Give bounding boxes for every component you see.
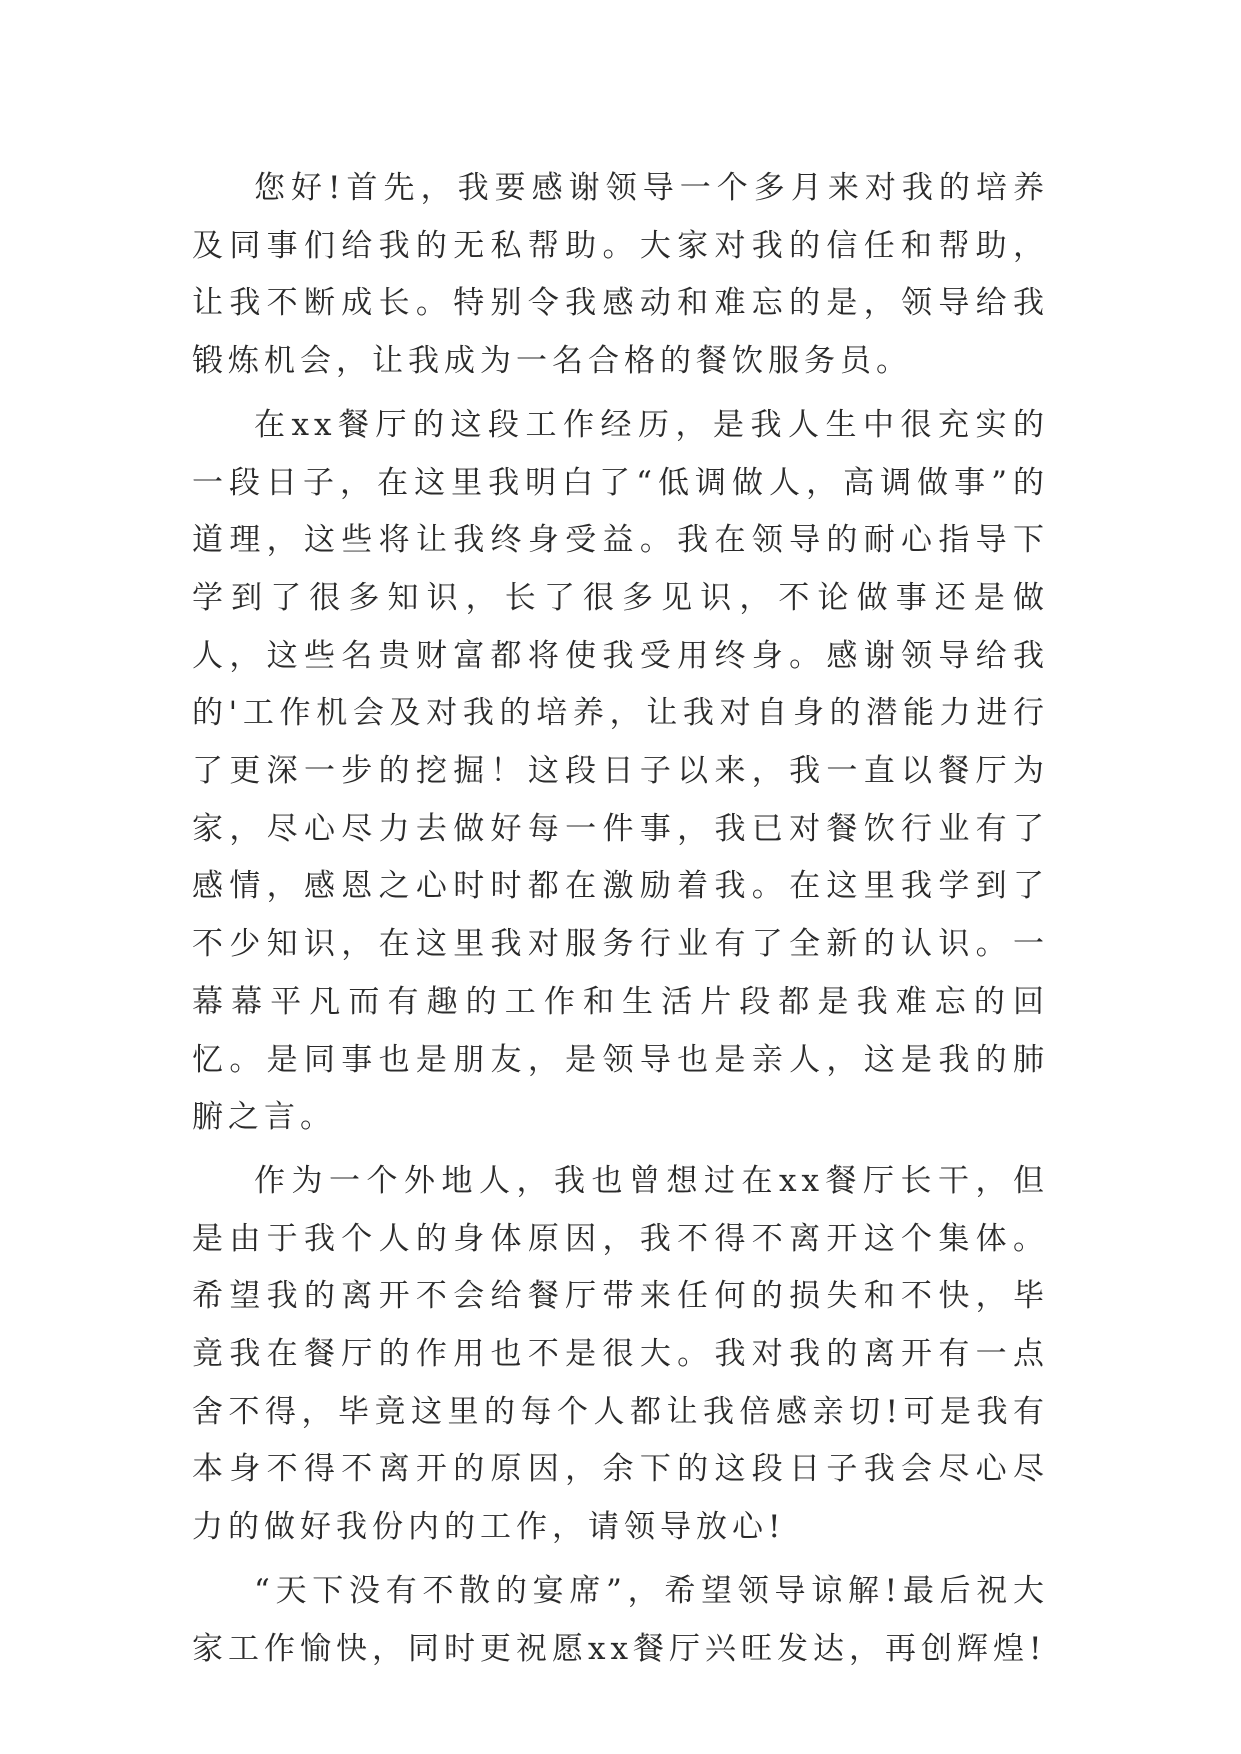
paragraph-experience: 在xx餐厅的这段工作经历，是我人生中很充实的一段日子，在这里我明白了“低调做人，高调做事”的道理，这些将让我终身受益。我在领导的耐心指导下学到了很多知识，长了很多见识，不论做事还是做人，这些名贵财富都将使我受用终身。感谢领导给我的'工作机会及对我的培养，让我对自身的潜能力进行了更深一步的挖掘！这段日子以来，我一直以餐厅为家，尽心尽力去做好每一件事，我已对餐饮行业有了感情，感恩之心时时都在激励着我。在这里我学到了不少知识，在这里我对服务行业有了全新的认识。一幕幕平凡而有趣的工作和生活片段都是我难忘的回忆。是同事也是朋友，是领导也是亲人，这是我的肺腑之言。 <box>192 406 1049 1136</box>
document-body <box>192 160 1049 1684</box>
paragraph-farewell: “天下没有不散的宴席”，希望领导谅解!最后祝大家工作愉快，同时更祝愿xx餐厅兴旺发达，再创辉煌! <box>192 1572 1049 1667</box>
paragraph-greeting: 您好!首先，我要感谢领导一个多月来对我的培养及同事们给我的无私帮助。大家对我的信任和帮助，让我不断成长。特别令我感动和难忘的是，领导给我锻炼机会，让我成为一名合格的餐饮服务员。 <box>192 170 1049 380</box>
paragraph-reason: 作为一个外地人，我也曾想过在xx餐厅长干，但是由于我个人的身体原因，我不得不离开这个集体。 希望我的离开不会给餐厅带来任何的损失和不快，毕竟我在餐厅的作用也不是很大。我对我的离开有一点舍不得，毕竟这里的每个人都让我倍感亲切!可是我有本身不得不离开的原因，余下的这段日子我会尽心尽力的做好我份内的工作，请领导放心! <box>192 1162 1049 1546</box>
